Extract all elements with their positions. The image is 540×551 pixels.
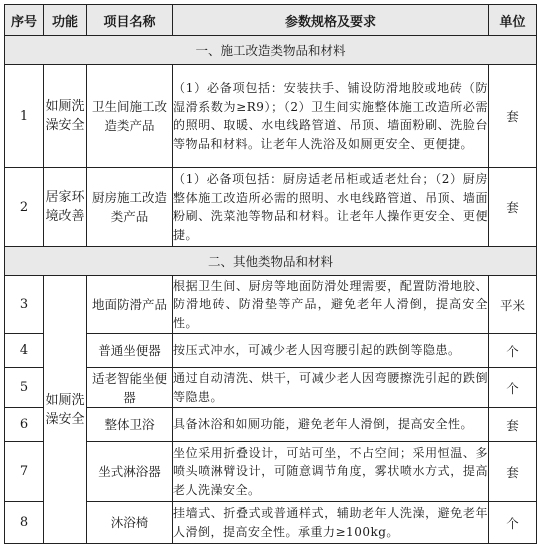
table-row [5, 65, 537, 168]
header-no: 序号 [5, 5, 44, 36]
header-spec: 参数规格及要求 [173, 5, 489, 36]
row-no: 1 [5, 65, 44, 168]
row-name: 坐式淋浴器 [87, 442, 173, 502]
row-spec: 挂墙式、折叠式或普通样式，辅助老年人洗澡，避免老年人滑倒，提高安全性。承重力≥100kg。 [173, 502, 489, 544]
row-function: 居家环境改善 [44, 168, 87, 247]
section-row [5, 247, 537, 276]
row-unit: 平米 [489, 276, 537, 334]
row-no: 2 [5, 168, 44, 247]
row-spec: 根据卫生间、厨房等地面防滑处理需要，配置防滑地胶、防滑地砖、防滑垫等产品，避免老年人滑倒，提高安全性。 [173, 276, 489, 334]
header-row [5, 5, 537, 36]
header-unit: 单位 [489, 5, 537, 36]
row-name: 普通坐便器 [87, 334, 173, 368]
row-unit: 套 [489, 168, 537, 247]
row-unit: 套 [489, 442, 537, 502]
table-row [5, 168, 537, 247]
row-unit: 套 [489, 408, 537, 442]
row-name: 厨房施工改造类产品 [87, 168, 173, 247]
row-no: 3 [5, 276, 44, 334]
row-spec: 坐位采用折叠设计，可站可坐，不占空间；采用恒温、多喷头喷淋臂设计，可随意调节角度，雾状喷水方式，提高老人洗澡安全。 [173, 442, 489, 502]
row-no: 7 [5, 442, 44, 502]
row-unit: 个 [489, 368, 537, 408]
row-no: 8 [5, 502, 44, 544]
header-function: 功能 [44, 5, 87, 36]
row-spec: （1）必备项包括：安装扶手、铺设防滑地胶或地砖（防湿滑系数为≥R9）；（2）卫生间实施整体施工改造所必需的照明、取暖、水电线路管道、吊顶、墙面粉刷、洗脸台等物品和材料。让老年人洗浴及如厕更安全、更便捷。 [173, 65, 489, 168]
row-name: 整体卫浴 [87, 408, 173, 442]
section-title: 二、其他类物品和材料 [5, 247, 537, 276]
row-no: 4 [5, 334, 44, 368]
row-spec: 按压式冲水，可减少老人因弯腰引起的跌倒等隐患。 [173, 334, 489, 368]
row-no: 5 [5, 368, 44, 408]
row-unit: 套 [489, 65, 537, 168]
row-name: 卫生间施工改造类产品 [87, 65, 173, 168]
row-function: 如厕洗澡安全 [44, 276, 87, 544]
row-spec: 具备沐浴和如厕功能，避免老年人滑倒，提高安全性。 [173, 408, 489, 442]
row-name: 地面防滑产品 [87, 276, 173, 334]
row-unit: 个 [489, 502, 537, 544]
table-row [5, 276, 537, 334]
header-name: 项目名称 [87, 5, 173, 36]
spec-table [4, 4, 537, 544]
row-no: 6 [5, 408, 44, 442]
section-title: 一、施工改造类物品和材料 [5, 36, 537, 65]
row-spec: 通过自动清洗、烘干，可减少老人因弯腰擦洗引起的跌倒等隐患。 [173, 368, 489, 408]
row-name: 沐浴椅 [87, 502, 173, 544]
section-row [5, 36, 537, 65]
row-unit: 个 [489, 334, 537, 368]
row-spec: （1）必备项包括：厨房适老吊柜或适老灶台；（2）厨房整体施工改造所必需的照明、水电线路管道、吊顶、墙面粉刷、洗菜池等物品和材料。让老年人操作更安全、更便捷。 [173, 168, 489, 247]
row-name: 适老智能坐便器 [87, 368, 173, 408]
row-function: 如厕洗澡安全 [44, 65, 87, 168]
